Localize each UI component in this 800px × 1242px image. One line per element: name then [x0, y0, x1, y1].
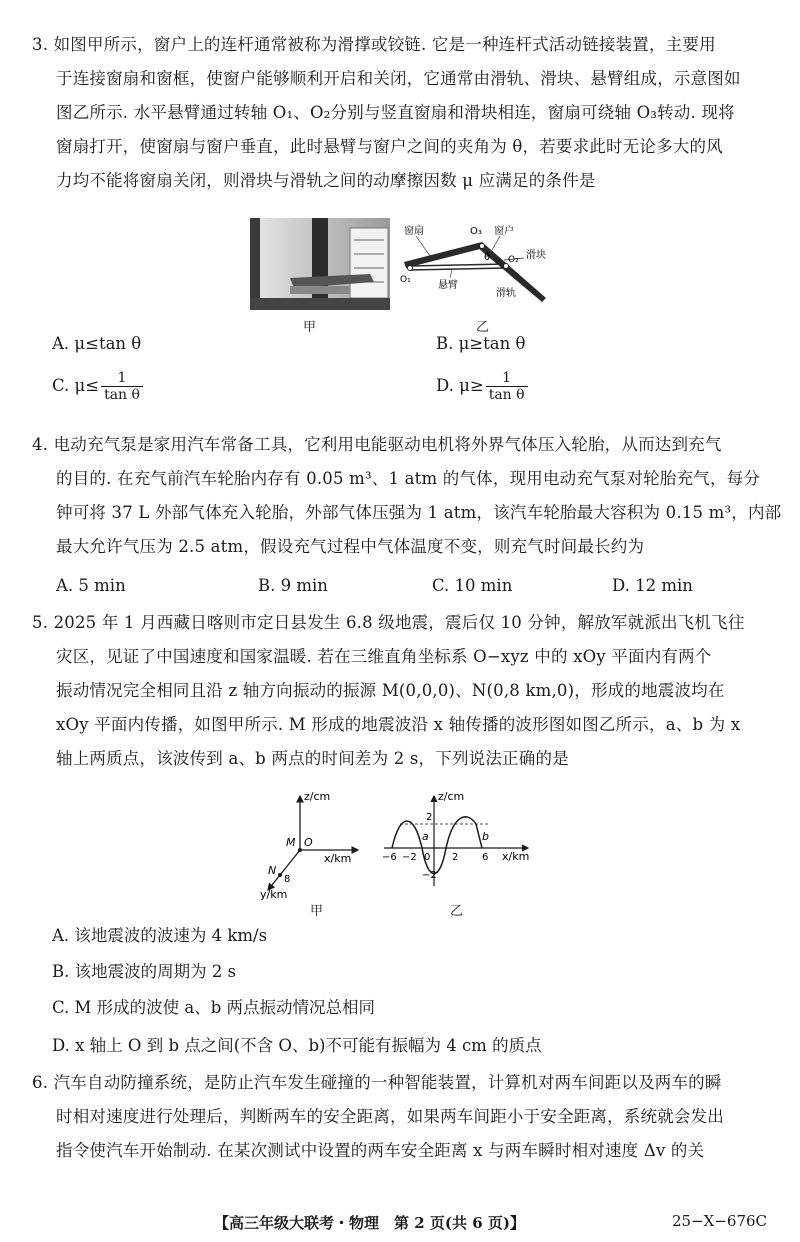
q5-yi-tick-x: −2: [402, 852, 417, 863]
q4-line: 的目的. 在充气前汽车轮胎内存有 0.05 m³、1 atm 的气体，现用电动充气泵对轮胎充气，每分: [56, 469, 761, 488]
q4-option-c: C. 10 min: [432, 576, 513, 595]
q5-yi-z-label: z/cm: [438, 790, 465, 803]
q4-line: 4. 电动充气泵是家用汽车常备工具，它利用电能驱动电机将外界气体压入轮胎，从而达到充气: [32, 435, 722, 454]
page-footer-title: 【高三年级大联考・物理 第 2 页(共 6 页)】: [214, 1214, 525, 1232]
label-window-sash: 窗扇: [404, 226, 424, 237]
q5-line: 轴上两质点，该波传到 a、b 两点的时间差为 2 s，下列说法正确的是: [56, 749, 569, 768]
question-4-text: [32, 428, 782, 564]
q5-jia-point-m: M: [286, 836, 296, 849]
q6-line: 指令使汽车开始制动. 在某次测试中设置的两车安全距离 x 与两车瞬时相对速度 Δv 的关: [56, 1141, 705, 1160]
q3-figure-yi-schematic: [396, 220, 566, 310]
q4-option-d: D. 12 min: [612, 576, 693, 595]
label-slider: 滑块: [526, 250, 546, 261]
q3-line: 窗扇打开，使窗扇与窗户垂直，此时悬臂与窗户之间的夹角为 θ，若要求此时无论多大的风: [56, 137, 723, 156]
q3-option-d-denominator: tan θ: [488, 387, 525, 403]
q5-option-a: A. 该地震波的波速为 4 km/s: [52, 926, 268, 945]
question-6-text: [32, 1066, 772, 1168]
label-o3: O₃: [470, 226, 482, 237]
label-window: 窗户: [494, 226, 514, 237]
q6-line: 时相对速度进行处理后，判断两车的安全距离，如果两车间距小于安全距离，系统就会发出: [56, 1107, 724, 1126]
q6-line: 6. 汽车自动防撞系统，是防止汽车发生碰撞的一种智能装置，计算机对两车间距以及两车的瞬: [32, 1073, 722, 1092]
q4-option-a: A. 5 min: [56, 576, 126, 595]
q3-option-d-fraction: [486, 370, 528, 403]
q5-line: xOy 平面内传播，如图甲所示. M 形成的地震波沿 x 轴传播的波形图如图乙所示，a、b 为 x: [56, 715, 741, 734]
q3-option-d-prefix: D. μ≥: [436, 376, 484, 395]
q3-option-c-fraction: [101, 370, 143, 403]
q4-option-b: B. 9 min: [258, 576, 328, 595]
question-3-text: [32, 28, 772, 198]
q5-jia-x-label: x/km: [324, 852, 352, 865]
q5-caption-jia: 甲: [310, 904, 324, 919]
q3-option-c-denominator: tan θ: [104, 387, 140, 403]
q5-jia-z-label: z/cm: [304, 790, 331, 803]
q3-option-d: [436, 370, 528, 403]
q3-line: 于连接窗扇和窗框，使窗户能够顺利开启和关闭，它通常由滑轨、滑块、悬臂组成，示意图如: [56, 69, 741, 88]
q5-yi-point-b: b: [482, 830, 489, 843]
q5-option-c: C. M 形成的波使 a、b 两点振动情况总相同: [52, 998, 376, 1017]
q5-yi-tick-x: 2: [452, 852, 459, 863]
q3-line: 图乙所示. 水平悬臂通过转轴 O₁、O₂分别与竖直窗扇和滑块相连，窗扇可绕轴 O₃转动. 现将: [56, 103, 735, 122]
q5-figure-jia-axes: [254, 790, 364, 900]
q5-option-d: D. x 轴上 O 到 b 点之间(不含 O、b)不可能有振幅为 4 cm 的质点: [52, 1036, 542, 1055]
q5-jia-tick-8: 8: [284, 874, 291, 885]
q3-option-d-numerator: 1: [486, 370, 528, 387]
q3-line: 力均不能将窗扇关闭，则滑块与滑轨之间的动摩擦因数 μ 应满足的条件是: [56, 171, 596, 190]
q5-caption-yi: 乙: [450, 904, 464, 919]
q5-figure-yi-waveform: [378, 790, 538, 900]
q4-line: 钟可将 37 L 外部气体充入轮胎，外部气体压强为 1 atm，该汽车轮胎最大容积为 0.15 m³，内部: [56, 503, 782, 522]
q5-yi-tick-z-bottom: −2: [422, 870, 437, 881]
q5-jia-origin-o: O: [304, 836, 313, 849]
q5-jia-y-label: y/km: [260, 888, 288, 900]
q3-option-b: B. μ≥tan θ: [436, 334, 526, 353]
q3-caption-yi: 乙: [476, 320, 490, 335]
label-o2: O₂: [508, 255, 519, 265]
q3-line: 3. 如图甲所示，窗户上的连杆通常被称为滑撑或铰链. 它是一种连杆式活动链接装置，主要用: [32, 35, 716, 54]
q5-yi-tick-x: 0: [424, 852, 431, 863]
q5-option-b: B. 该地震波的周期为 2 s: [52, 962, 237, 981]
q5-yi-x-label: x/km: [502, 850, 530, 863]
q5-yi-tick-x: 6: [482, 852, 489, 863]
q3-option-c: [52, 370, 143, 403]
q5-yi-tick-z-top: 2: [426, 812, 433, 823]
page-footer-code: 25−X−676C: [672, 1212, 768, 1230]
q5-line: 振动情况完全相同且沿 z 轴方向振动的振源 M(0,0,0)、N(0,8 km,0)，形成的地震波均在: [56, 681, 725, 700]
label-rail: 滑轨: [496, 288, 516, 299]
question-5-text: [32, 606, 772, 776]
q5-line: 灾区，见证了中国速度和国家温暖. 若在三维直角坐标系 O−xyz 中的 xOy 平面内有两个: [56, 647, 712, 666]
q5-jia-point-n: N: [268, 864, 277, 877]
q3-option-a: A. μ≤tan θ: [52, 334, 142, 353]
q3-option-c-numerator: 1: [101, 370, 143, 387]
q3-option-c-prefix: C. μ≤: [52, 376, 100, 395]
q5-yi-tick-x: −6: [382, 852, 397, 863]
label-theta: θ: [484, 252, 491, 263]
q5-line: 5. 2025 年 1 月西藏日喀则市定日县发生 6.8 级地震，震后仅 10 分钟，解放军就派出飞机飞往: [32, 613, 745, 632]
q3-figure-jia-photo: [250, 218, 390, 310]
label-arm: 悬臂: [438, 280, 458, 291]
label-o1: O₁: [400, 275, 411, 285]
q3-caption-jia: 甲: [303, 320, 317, 335]
q5-yi-point-a: a: [422, 830, 429, 843]
q4-line: 最大允许气压为 2.5 atm，假设充气过程中气体温度不变，则充气时间最长约为: [56, 537, 645, 556]
